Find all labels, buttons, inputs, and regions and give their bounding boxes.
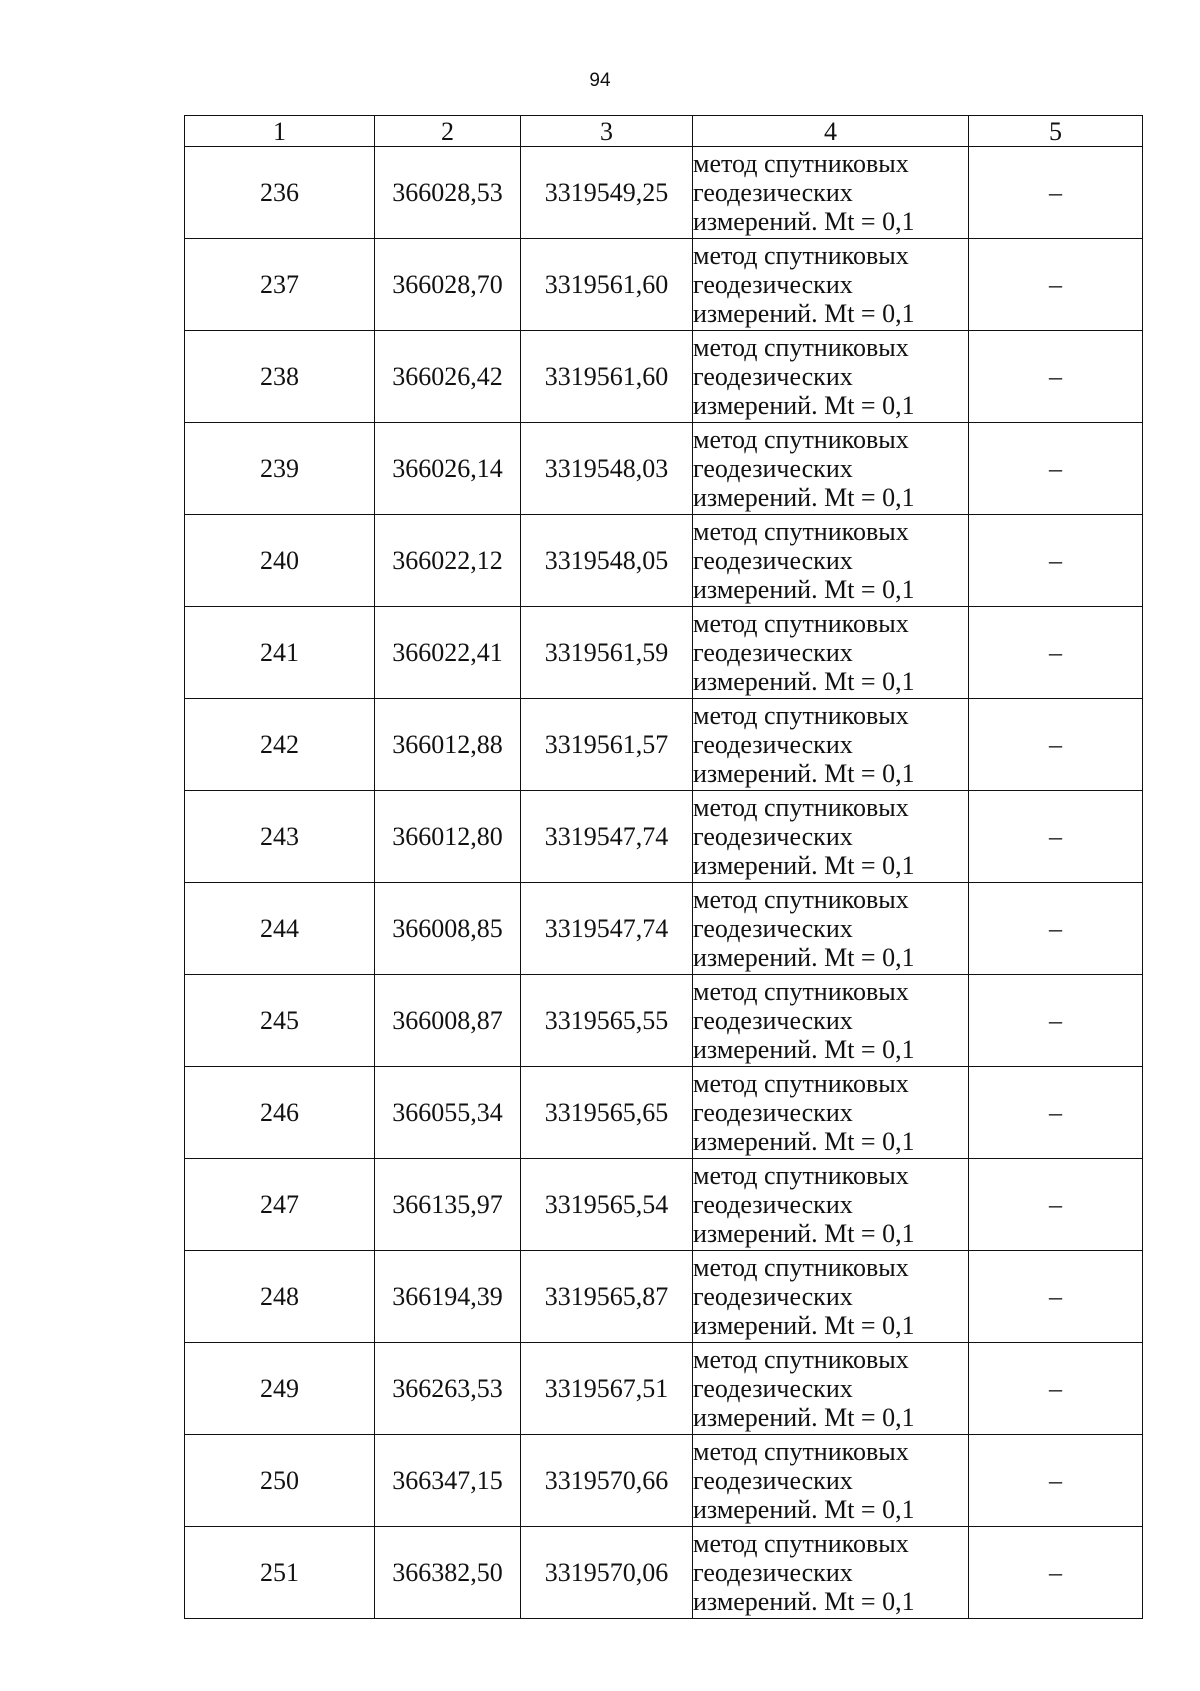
method-line: измерений. Mt = 0,1 [693,1587,915,1616]
x-coordinate-cell: 366008,87 [375,975,521,1067]
y-coordinate-cell: 3319567,51 [521,1343,693,1435]
y-coordinate-cell: 3319547,74 [521,883,693,975]
table-row [185,883,1143,975]
table-row [185,1251,1143,1343]
note-cell: – [969,1343,1143,1435]
method-line: метод спутниковых [693,1253,909,1282]
note-cell: – [969,975,1143,1067]
y-coordinate-cell: 3319561,57 [521,699,693,791]
table-row [185,331,1143,423]
method-line: геодезических [693,178,853,207]
method-line: измерений. Mt = 0,1 [693,483,915,512]
note-cell: – [969,1251,1143,1343]
point-number-cell: 244 [185,883,375,975]
column-header-3: 3 [521,116,693,147]
y-coordinate-cell: 3319548,05 [521,515,693,607]
table-row [185,791,1143,883]
method-line: метод спутниковых [693,609,909,638]
point-number-cell: 238 [185,331,375,423]
y-coordinate-cell: 3319565,55 [521,975,693,1067]
method-line: измерений. Mt = 0,1 [693,207,915,236]
note-cell: – [969,883,1143,975]
column-header-5: 5 [969,116,1143,147]
x-coordinate-cell: 366135,97 [375,1159,521,1251]
note-cell: – [969,1067,1143,1159]
method-line: измерений. Mt = 0,1 [693,1219,915,1248]
y-coordinate-cell: 3319565,87 [521,1251,693,1343]
x-coordinate-cell: 366008,85 [375,883,521,975]
point-number-cell: 242 [185,699,375,791]
table-header-row [185,116,1143,147]
note-cell: – [969,1435,1143,1527]
point-number-cell: 251 [185,1527,375,1619]
x-coordinate-cell: 366028,53 [375,147,521,239]
y-coordinate-cell: 3319549,25 [521,147,693,239]
method-line: измерений. Mt = 0,1 [693,759,915,788]
y-coordinate-cell: 3319547,74 [521,791,693,883]
point-number-cell: 249 [185,1343,375,1435]
x-coordinate-cell: 366055,34 [375,1067,521,1159]
method-line: геодезических [693,914,853,943]
y-coordinate-cell: 3319561,59 [521,607,693,699]
method-cell [693,607,969,699]
method-line: метод спутниковых [693,517,909,546]
note-cell: – [969,331,1143,423]
x-coordinate-cell: 366026,14 [375,423,521,515]
table-row [185,515,1143,607]
method-line: измерений. Mt = 0,1 [693,851,915,880]
table-row [185,1159,1143,1251]
x-coordinate-cell: 366263,53 [375,1343,521,1435]
method-cell [693,239,969,331]
method-line: метод спутниковых [693,1437,909,1466]
note-cell: – [969,239,1143,331]
method-cell [693,1527,969,1619]
method-line: метод спутниковых [693,149,909,178]
method-line: геодезических [693,1006,853,1035]
method-cell [693,331,969,423]
method-line: метод спутниковых [693,793,909,822]
page-number: 94 [589,70,611,91]
x-coordinate-cell: 366194,39 [375,1251,521,1343]
table-row [185,1435,1143,1527]
x-coordinate-cell: 366022,12 [375,515,521,607]
method-cell [693,1067,969,1159]
method-line: измерений. Mt = 0,1 [693,943,915,972]
method-line: измерений. Mt = 0,1 [693,1035,915,1064]
table-row [185,423,1143,515]
method-line: измерений. Mt = 0,1 [693,667,915,696]
method-line: метод спутниковых [693,1161,909,1190]
table-row [185,607,1143,699]
method-cell [693,699,969,791]
method-line: геодезических [693,1466,853,1495]
method-line: измерений. Mt = 0,1 [693,1495,915,1524]
method-line: измерений. Mt = 0,1 [693,299,915,328]
point-number-cell: 248 [185,1251,375,1343]
method-cell [693,883,969,975]
point-number-cell: 239 [185,423,375,515]
method-line: метод спутниковых [693,1069,909,1098]
method-line: геодезических [693,730,853,759]
method-line: геодезических [693,546,853,575]
method-line: геодезических [693,638,853,667]
method-line: метод спутниковых [693,1529,909,1558]
method-line: геодезических [693,270,853,299]
x-coordinate-cell: 366028,70 [375,239,521,331]
method-line: геодезических [693,362,853,391]
point-number-cell: 250 [185,1435,375,1527]
y-coordinate-cell: 3319565,65 [521,1067,693,1159]
method-cell [693,1251,969,1343]
x-coordinate-cell: 366026,42 [375,331,521,423]
method-cell [693,791,969,883]
note-cell: – [969,1527,1143,1619]
table-row [185,1343,1143,1435]
point-number-cell: 247 [185,1159,375,1251]
method-line: измерений. Mt = 0,1 [693,1311,915,1340]
point-number-cell: 240 [185,515,375,607]
method-line: метод спутниковых [693,977,909,1006]
method-line: метод спутниковых [693,885,909,914]
x-coordinate-cell: 366347,15 [375,1435,521,1527]
method-cell [693,975,969,1067]
method-line: измерений. Mt = 0,1 [693,391,915,420]
method-cell [693,1159,969,1251]
y-coordinate-cell: 3319561,60 [521,239,693,331]
x-coordinate-cell: 366012,80 [375,791,521,883]
x-coordinate-cell: 366382,50 [375,1527,521,1619]
note-cell: – [969,607,1143,699]
column-header-2: 2 [375,116,521,147]
note-cell: – [969,791,1143,883]
point-number-cell: 246 [185,1067,375,1159]
method-line: метод спутниковых [693,241,909,270]
y-coordinate-cell: 3319570,66 [521,1435,693,1527]
point-number-cell: 237 [185,239,375,331]
method-line: измерений. Mt = 0,1 [693,1403,915,1432]
method-line: геодезических [693,822,853,851]
point-number-cell: 243 [185,791,375,883]
method-line: геодезических [693,454,853,483]
note-cell: – [969,147,1143,239]
method-line: метод спутниковых [693,425,909,454]
point-number-cell: 236 [185,147,375,239]
table-row [185,1527,1143,1619]
column-header-1: 1 [185,116,375,147]
note-cell: – [969,423,1143,515]
table-row [185,147,1143,239]
point-number-cell: 241 [185,607,375,699]
method-line: измерений. Mt = 0,1 [693,1127,915,1156]
method-line: геодезических [693,1282,853,1311]
method-cell [693,515,969,607]
table-body [185,147,1143,1619]
note-cell: – [969,699,1143,791]
method-cell [693,1343,969,1435]
column-header-4: 4 [693,116,969,147]
table-row [185,975,1143,1067]
method-line: измерений. Mt = 0,1 [693,575,915,604]
y-coordinate-cell: 3319548,03 [521,423,693,515]
method-cell [693,147,969,239]
method-line: метод спутниковых [693,333,909,362]
point-number-cell: 245 [185,975,375,1067]
table-row [185,239,1143,331]
y-coordinate-cell: 3319570,06 [521,1527,693,1619]
coordinates-table [184,115,1143,1619]
method-line: геодезических [693,1374,853,1403]
method-cell [693,1435,969,1527]
method-line: геодезических [693,1558,853,1587]
method-line: метод спутниковых [693,1345,909,1374]
x-coordinate-cell: 366012,88 [375,699,521,791]
table-row [185,699,1143,791]
y-coordinate-cell: 3319561,60 [521,331,693,423]
method-cell [693,423,969,515]
note-cell: – [969,515,1143,607]
y-coordinate-cell: 3319565,54 [521,1159,693,1251]
table-row [185,1067,1143,1159]
note-cell: – [969,1159,1143,1251]
x-coordinate-cell: 366022,41 [375,607,521,699]
method-line: геодезических [693,1098,853,1127]
method-line: геодезических [693,1190,853,1219]
method-line: метод спутниковых [693,701,909,730]
